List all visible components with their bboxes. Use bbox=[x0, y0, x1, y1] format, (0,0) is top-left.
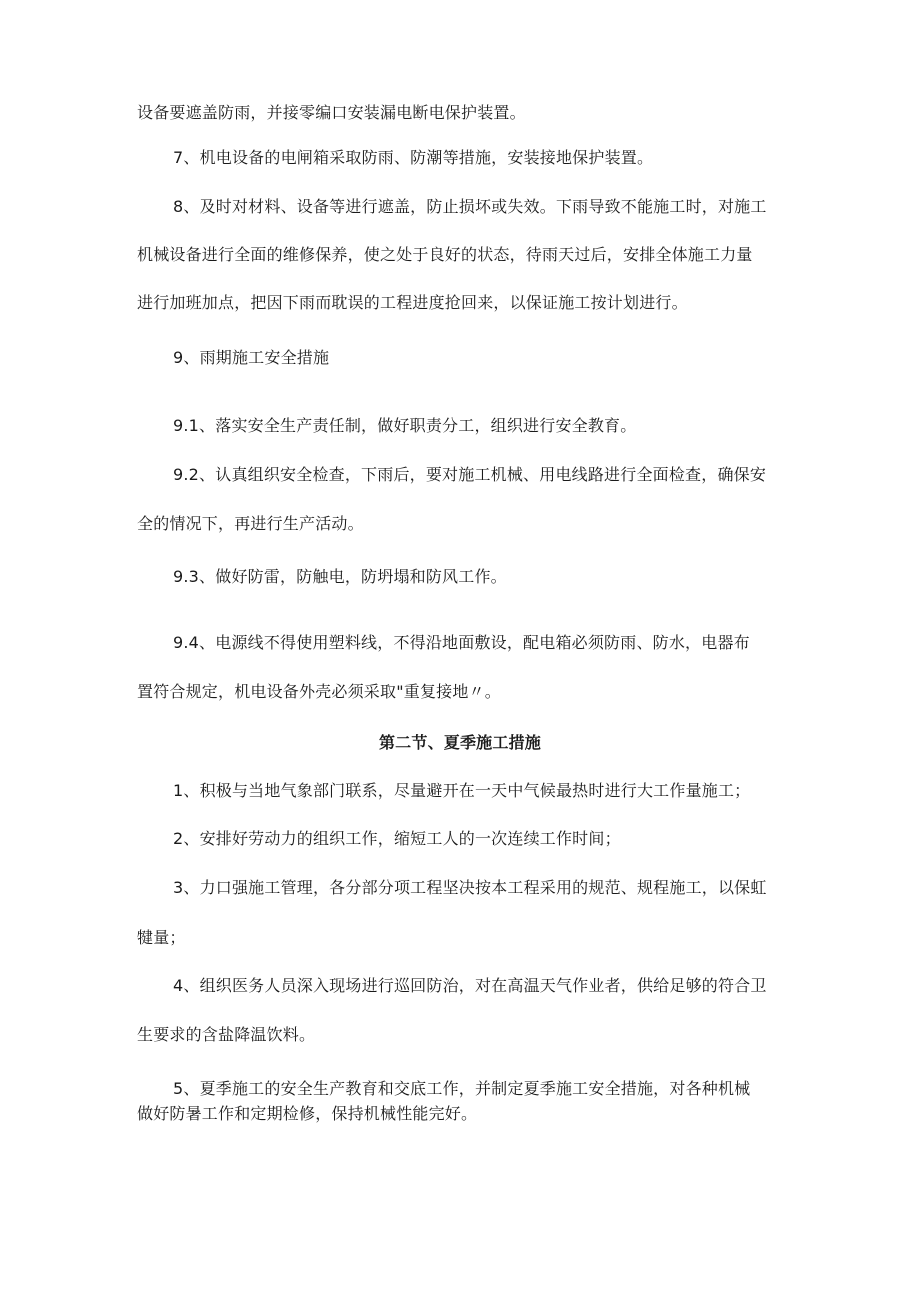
paragraph-line: 做好防暑工作和定期检修，保持机械性能完好。 bbox=[137, 1104, 478, 1123]
paragraph-line: 9.4、电源线不得使用塑料线，不得沿地面敷设，配电箱必须防雨、防水，电器布 bbox=[173, 633, 750, 652]
paragraph-line: 进行加班加点，把因下雨而耽误的工程进度抢回来，以保证施工按计划进行。 bbox=[137, 293, 688, 312]
paragraph-line: 3、力口强施工管理，各分部分项工程坚决按本工程采用的规范、规程施工，以保虹 bbox=[173, 878, 767, 897]
paragraph-line: 1、积极与当地气象部门联系，尽量避开在一天中气候最热时进行大工作量施工； bbox=[173, 781, 751, 800]
paragraph-line: 2、安排好劳动力的组织工作，缩短工人的一次连续工作时间； bbox=[173, 829, 621, 848]
paragraph-line: 9.3、做好防雷，防触电，防坍塌和防风工作。 bbox=[173, 567, 507, 586]
paragraph-line: 置符合规定，机电设备外壳必须采取"重复接地〃。 bbox=[137, 682, 501, 701]
paragraph-line: 生要求的含盐降温饮料。 bbox=[137, 1025, 316, 1044]
chapter-heading: 第二节、夏季施工措施 bbox=[378, 733, 541, 752]
paragraph-line: 机械设备进行全面的维修保养，使之处于良好的状态，待雨天过后，安排全体施工力量 bbox=[137, 245, 753, 264]
paragraph-line: 犍量； bbox=[137, 928, 186, 947]
paragraph-line: 4、组织医务人员深入现场进行巡回防治，对在高温天气作业者，供给足够的符合卫 bbox=[173, 976, 767, 995]
paragraph-line: 设备要遮盖防雨，并接零编口安装漏电断电保护装置。 bbox=[137, 103, 526, 122]
paragraph-line: 7、机电设备的电闸箱采取防雨、防潮等措施，安装接地保护装置。 bbox=[173, 148, 654, 167]
section-heading: 9、雨期施工安全措施 bbox=[173, 348, 330, 367]
paragraph-line: 8、及时对材料、设备等进行遮盖，防止损坏或失效。下雨导致不能施工时，对施工 bbox=[173, 197, 767, 216]
paragraph-line: 9.2、认真组织安全检查，下雨后，要对施工机械、用电线路进行全面检查，确保安 bbox=[173, 465, 767, 484]
paragraph-line: 全的情况下，再进行生产活动。 bbox=[137, 514, 364, 533]
paragraph-line: 5、夏季施工的安全生产教育和交底工作，并制定夏季施工安全措施，对各种机械 bbox=[173, 1079, 751, 1098]
paragraph-line: 9.1、落实安全生产责任制，做好职责分工，组织进行安全教育。 bbox=[173, 416, 637, 435]
